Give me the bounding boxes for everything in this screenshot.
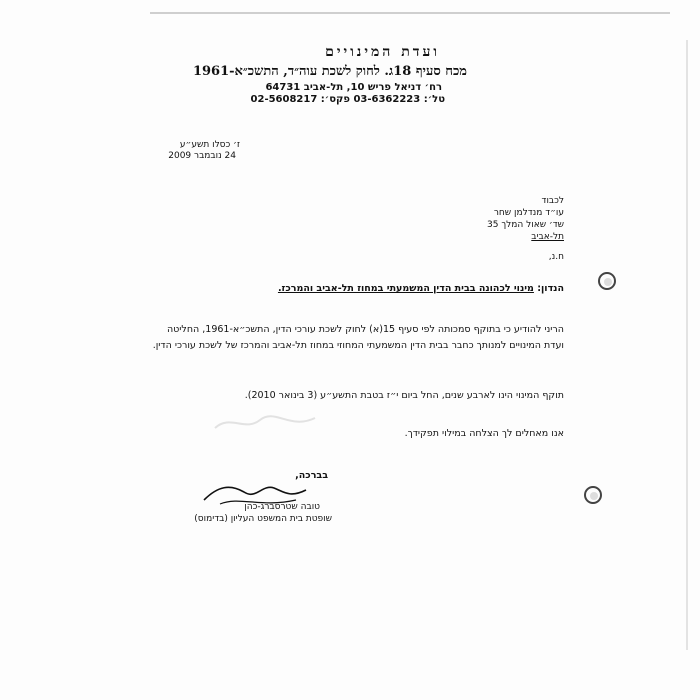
- date-gregorian: 24 נובמבר 2009: [168, 151, 236, 161]
- recipient-name: עו״ד מנדלמן שחר: [493, 208, 564, 218]
- recipient-label: לכבוד: [541, 196, 564, 206]
- signatory-name: טובה שטרסברג-כהן: [244, 502, 320, 512]
- recipient-street: שד׳ שאול המלך 35: [487, 220, 564, 230]
- org-name: ועדת המינויים: [325, 44, 440, 60]
- punch-hole-mark: [582, 484, 604, 506]
- greeting: ח.נ,: [548, 252, 564, 262]
- subject-line: [278, 283, 564, 294]
- body-paragraph-1: הריני להודיע כי בתוקף סמכותה לפי סעיף 15(א) לחוק לשכת עורכי הדין, התשכ״א-1961, החליטה ועדת המינויים למנותך כחבר בבית הדין המשמעתי המחוזי במחוז תל-אביב והמרכז של לשכת עורכי הדין.: [152, 324, 564, 351]
- recipient-city: תל-אביב: [531, 232, 564, 242]
- body-paragraph-3: אנו מאחלים לך הצלחה במילוי תפקידך.: [404, 428, 564, 439]
- scan-edge-right: [686, 40, 688, 650]
- subject-label: הנדון:: [537, 283, 564, 294]
- org-phones: טל׳: 03-6362223 פקס׳: 02-5608217: [250, 94, 445, 105]
- faint-stamp-mark: [210, 410, 320, 436]
- scan-edge-top: [150, 12, 670, 14]
- signature-blessing: בברכה,: [295, 470, 328, 481]
- body-paragraph-2: תוקף המינוי הינו לארבע שנים, החל ביום י״ז בטבת התשע״ע (3 בינואר 2010).: [244, 390, 564, 401]
- date-hebrew: ז׳ כסלו תשע״ע: [179, 140, 240, 150]
- subject-text: מינוי לכהונה בבית הדין המשמעתי במחוז תל-אביב והמרכז.: [277, 283, 534, 294]
- org-address: רח׳ דניאל פריש 10, תל-אביב 64731: [265, 82, 442, 93]
- signatory-title: שופטת בית המשפט העליון (בדימוס): [194, 514, 332, 524]
- punch-hole-mark: [596, 270, 618, 292]
- law-reference: מכח סעיף 18ג. לחוק לשכת עוה״ד, התשכ״א-1961: [192, 64, 467, 79]
